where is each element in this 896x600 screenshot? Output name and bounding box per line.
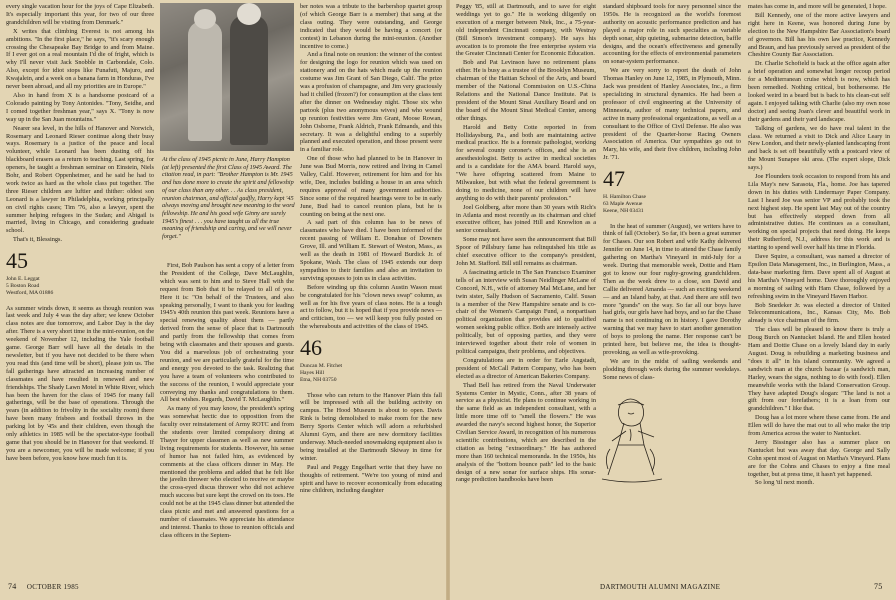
address-line: Keene, NH 03431 [603,207,644,214]
sailor-sketch-illustration [590,383,670,488]
paragraph: Bob and Pat Levinson have no retirement plans either. He is busy as a trustee of the Brooklyn Museum, chairman of the Haitian School of the Arts, and board member of the National Commission on U.S.-China Relations and the National Dance Institute. Pat is president of the Mount Sinai Auxiliary Board and on the board of the Mount Sinai Medical Center, among other things. [456,59,596,122]
right-column-3 [748,3,890,578]
address-line: 5 Boston Road [6,282,40,289]
class-secretary-address-46 [300,363,442,383]
address-line: 63 Maple Avenue [603,200,643,207]
paragraph: Jerry Bissinger also has a summer place on Nantucket but was away that day. George and Sally Cohn spent most of August on Martha's Vineyard. Plans are for the Cohns and Chases to enjoy a fine meal together, but at press time, it hasn't yet happened. [748,438,890,478]
address-line: John E. Leggat [6,276,40,283]
right-page-magazine-name: DARTMOUTH ALUMNI MAGAZINE [600,583,721,591]
paragraph: One of those who had planned to be in Hanover in June was Bud Morris, now retired and living in Camel Valley, Calif. However, retirement for him and for his wife, Dee, includes building a house in an area which requires approval of many government authorities. Since some of the required hearings were to be in early June, Bud had to cancel reunion plans, but he is counting on being at the next one. [300,155,442,218]
paragraph: In the heat of summer (August), we writers have to think of fall (October). So far, it's been a great summer for Chases. Our son Robert and wife Kathy delivered Jennifer on June 14, in time to attend the Chase family gathering on Martha's Vineyard in mid-July for a week. During that memorable week, Dottie and Ham got to know our four rugby-growing grandchildren. Then as the week drew to a close, son David and Callie delivered Amanda — such an exciting weekend — and an Island baby, at that. And there are still two more "grands" on the way. So far all our boys have had girls, our girls have had boys, and so far the Chase name is not continuing on in history. I gave Dorothy warning that we may have to start another generation of boys to prolong the name. Her response can't be printed here, but believe me, the idea is thought-provoking, as well as wife-provoking. [603,222,741,357]
paragraph: Some may not have seen the announcement that Bill Spoor of Pillsbury fame has relinquished his title as chief executive officer to the company's president, John M. Stafford. Bill still remains as chairman. [456,236,596,267]
paragraph: Harold and Betty Cotte reported in from Hollidaysburg, Pa., and both are maintaining active medical practice. He is a forensic pathologist, working for several county coroner's offices, and she is an anesthesiologist. Betty is active in medical societies and is a candidate for the AMA board. Harold says, "We have offspring scattered from Maine to Milwaukee, but with what the federal government is doing to medicine, none of our children will have anything to do with their parents' profession." [456,123,596,202]
address-line: Hayes Hill [300,369,325,376]
class-number-47: 47 [603,166,625,192]
left-page-footer [8,582,79,591]
right-column-2 [603,3,741,578]
right-page-footer-label [600,582,720,591]
paragraph: That's it, Blessings. [13,236,63,244]
paragraph: Joe Flounders took occasion to respond from his and Lila May's new Sarasota, Fla., home. Joe has tapered down in his duties with Lindermayr Paper Company. Last I heard Joe was senior VP and probably took the next highest step. He spent last May out of the country but has effectively stepped down from all administrative duties. He continues as a consultant, working on special projects that need doing. He keeps their Rutherford, N.J., address for this work and is starting to spend well over half his time in Florida. [748,173,890,252]
address-line: Etna, NH 03750 [300,376,337,383]
paragraph: Doug has a lot more where these came from. He and Ellen will do have the mat out to all who make the trip from America across the water to Nantucket. [748,414,890,438]
right-page-number: 75 [874,582,883,591]
paragraph: Dr. Charlie Schofield is back at the office again after a brief operation and somewhat longer recoup period for a Mediterranean cruise which is now, which has been remedied. Nothing critical, but bothersome. He looked weird in a beard but is back to his clean-cut self again. I enjoyed talking with Charlie (also my own nose doctor) and seeing Joan's clever and beautiful work in their gardens and their yard landscape. [748,60,890,123]
address-line: Westford, MA 01886 [6,289,54,296]
paragraph: Paul and Peggy Engelhart write that they have no thoughts of retirement. "We're too young of mind and spirit and have to recover economically from educating nine children, including daughter [300,463,442,495]
right-page-number-wrap [874,582,883,591]
photo-caption: At the class of 1945 picnic in June, Harry Hampton (at left) presented the first Class of 1945 Award. The citation read, in part: "Brother Hampton is Mr. 1945 and has done more to create the spirit and fellowship of our class than any other. . . As class president, reunion chairman, and official gadfly, Harry kept '45 always moving and brought new meaning to the word fellowship. He and his good wife Ginny are surely 1945's finest . . . you have taught us all the true meaning of friendship and caring, and we will never forget." [162,156,295,241]
paragraph: ber notes was a tribute to the barbershop quartet group (of which George Barr is a member) that sang at the class outing. They were outstanding, and George indicated that they would be having a concert (or contest) in Lebanon during the mini-reunion. (Another incentive to come.) [300,3,442,50]
paragraph: standard shipboard tools for navy personnel since the 1950s. He is recognized as the world's foremost authority on acoustic performance prediction and has played a major role in such specialties as variable depth sonar, ship quieting, submarine detection, baffle designs, and the ocean's effectiveness and generally accounting for the effects of environmental parameters on sonar-system performance. [603,3,741,66]
paragraph: A fascinating article in The San Francisco Examiner tells of an interview with Susan Neidlinger McLane of Concord, N.H., wife of attorney Mal McLane, and her twin sister, Sally Hudson of Sacramento, Calif. Susan is a member of the New Hampshire senate and is co-chair of the Women's Campaign Fund, a nonpartisan political organization that provides aid to qualified women seeking public office. Both are intensely active politically, but of opposing parties, and they were interviewed together about their role of women in political campaigns, their problems, and objectives. [456,268,596,355]
paragraph: We are very sorry to report the death of John Thomas Hanley on June 12, 1985, in Plymouth, Minn. Jack was president of Hanley Associates, Inc., a firm specializing in structural dynamics. He had been a professor of civil engineering at the University of Minnesota, author of many technical papers, and active in many professional organizations, as well as a consultant to the Office of Civil Defense. He also was president of the Quarter-horse Racing Owners Association of America. Our sympathies go out to Mary, his wife, and their five children, including John Jr. '71. [603,67,741,162]
page-gutter [446,0,450,600]
paragraph: mates has come in, and more will be generated, I hope. [748,3,887,10]
paragraph: First, Bob Paulson has sent a copy of a letter from the President of the College, Dave McLaughlin, which was sent to him and to Steve Hall with the request from Bob that it be relayed to all of you. Here it is: "On behalf of the Trustees, and also speaking personally, I want to thank you for leading 1945's 40th reunion this past week. Reunions have a special renewing quality about them — partly derived from the sense of place that is Dartmouth and partly from the fellowship that comes from being with classmates and their spouses and guests. You did a marvelous job of orchestrating your reunion, and we are particularly grateful for the time and energy you devoted to the task. Realizing that you have a team of volunteers who contributed to the success of the reunion, I would appreciate your conveying my thanks and congratulations to them. All best wishes. Regards, David T. McLaughlin." [160,262,294,404]
paragraph: Joel Goldberg, after more than 30 years with Rich's in Atlanta and most recently as its chairman and chief executive officer, has joined Hill and Knowlton as a senior consultant. [456,203,596,235]
paragraph: Talking of gardens, we do have real talent in the class. We returned a visit to Dick and Alice Leary in New London, and their newly-planted landscaping front and back is set off beautifully with a postcard view of the Mount Sunapee ski area. (The expert slope, Dick says.) [748,124,890,172]
class-number-45: 45 [6,248,28,274]
left-page-issue: OCTOBER 1985 [26,583,79,591]
paragraph: Nearer sea level, in the hills of Hanover and Norwich, Rosemary and Leonard Rieser continue along their busy ways. Rosemary is a justice of the peace and local volunteer, while Leonard has been dusting off his blackboard erasers as a return to teaching. Last spring, for openers, he taught a freshman seminar on Einstein, Niels Bohr, and Robert Oppenheimer, and he said he had to work twice as hard as the whole class put together. The three Rieser children are luftier and thither: oldest son Leonard is a lawyer in Philadelphia, working principally on civil rights cases; Tim '76, also a lawyer, spent the summer helping refugees in the Sudan; and Abigail is married, living in Chicago, and considering graduate school. [6,124,154,235]
paragraph: Also in hand from X is a handsome postcard of a Colorado painting by Tony Antonides. "Tony, Seidhe, and I comed together freshman year," says X. "Tony is now way up in the San Juan mountains." [6,91,154,123]
paragraph: And a final note on reunion: the winner of the contest for designing the logo for reunion which was used on stationery and on the hats which made up the reunion costume was Jim Grant of San Diego, Calif. The prize was a profusion of champagne, and Jim very graciously had it chilled (frozen?) for consumption at the class tent after the dinner on Wednesday night. Those six who partook (plus two anonymous wives) and who wound up reunion festivities were Jim Grant, Moose Rowan, John Osborne, Frank Aldrich, Frank Edmands, and this secretary. It was a delightful ending to a superbly planned and executed operation, and those present were in a familiar role. [300,51,442,154]
paragraph: The class will be pleased to know there is truly a Doug Burch on Nantucket Island. He and Ellen hosted Ham and Dottie Chase on a lovely Island day in early August. Doug is rebuilding a marketing business and "does it all" in his island community. We agreed a sandwich man at the church bazaar (a sandwich man, Harley, wears the signs, nothing to do with food). Ellen meanwhile works with the Island Conservation Group. They have adapted Doug's slogan: "The land is not a gift from our forefathers; it is a loan from our grandchildren." I like that. [748,326,890,413]
paragraph: X writes that climbing Everest is not among his ambitions. "In the first place," he says, "it's scary enough crossing the Chesapeake Bay Bridge to and from Maine. If I ever got on a real mountain I'd die of fright, which is why I'll never visit Jack Snobble in Carbondale, Colo. Also, except for idiot stops like Funafuti, Majuro, and Kwajalein, and a week on a banana farm in Honduras, I've never been abroad, and all my priorities are in Europe." [6,27,154,91]
paragraph: Bill Kennedy, one of the more active lawyers and right here in Keene, was honored during June by election to the New Hampshire Bar Association's board of governors. Bill has his own law practice, Kennedy and Braun, and has previously served as president of the Cheshire County Bar Association. [748,11,890,59]
paragraph: Dave Squire, a consultant, was named a director of Epsilon Data Management, Inc., in Burlington, Mass., a data-base marketing firm. Dave spent all of August at his Martha's Vineyard home. Dave thoroughly enjoyed a morning of sailing with Ham Chase, followed by a refreshing swim in the Vineyard Haven Harbor. [748,253,890,300]
paragraph: Congratulations are in order for Earle Angstadt, president of McCall Pattern Company, who has been elected as a director of American Bakeries Company. [456,356,596,380]
paragraph: Peggy '85, still at Dartmouth, and to save for eight weddings yet to go." He is working diligently on execution of a merger between Ntek, Inc., a 75-year-old independent Cincinnati company, with Westray (Bill Simon's investment company). He says his avocation is to promote the free enterprise system via the Greater Cincinnati Center for Economic Education. [456,3,596,58]
class-secretary-address-45 [6,276,154,296]
left-column-3 [300,3,442,578]
paragraph: So long 'til next month. [755,479,815,487]
paragraph: Thad Bell has retired from the Naval Underwater Systems Center in Mystic, Conn., after 38 years of service as a physicist. He plans to continue working in the same field as an independent consultant, with a little more time off to "smell the flowers." He was awarded the navy's second highest honor, the Superior Civilian Service Award, in recognition of his numerous scientific contributions, which are described in the citation as being "extraordinary." He has authored more than 160 technical memoranda. In the 1950s, his analysis of the "bottom bounce path" led to the basic design of a new sonar for surface ships. His sonar-range prediction handbooks have been [456,381,596,484]
address-line: H. Hamilton Chase [603,194,647,201]
paragraph: We are in the midst of sailing weekends and plodding through work during the summer weekdays. Some news of class- [603,357,741,381]
paragraph: Before winding up this column Austin Wason must be congratulated for his "clown news swap" column, as well as for his five years of class notes. He is a tough act to follow, but it is hoped that if you provide news — and criticism, too — we will keep you fully posted on the whereabouts and activities of the class of 1945. [300,283,442,331]
left-column-1 [6,3,154,578]
paragraph: A sad part of this column has to be news of classmates who have died. I have been informed of the recent passing of William E. Donahue of Downers Grove, Ill. and William E. Stewart of Weston, Mass., as well as the death in 1981 of Howard Burdick Jr. of Spokane, Wash. The class of 1945 extends our deep sympathies to their families and also an invitation to surviving spouses to join us in class activities. [300,219,442,282]
paragraph: every single vacation hour for the joys of Cape Elizabeth. It's especially important this year, for two of our three grandchildren will be visiting from Denmark." [6,3,154,26]
reunion-photo [160,3,294,151]
right-column-1 [456,3,596,578]
paragraph: As summer winds down, it seems as though reunion was last week and July 4 was the day after; we knew October class notes are due tomorrow, and Labor Day is the day after. There is a very short time in the mini-reunion, on the weekend of November 12, including the Yale football game. George Barr will have all the details in the newsletter, but if you have not decided to be there when you read this (and time will be short), please join us. The fall gatherings have attracted an increasing number of classmates and have resulted in renewed and new friendships. The Shady Lawn Motel in White River, which has been the haven for the class of 1945 for many fall gatherings, will be the base of operations. Through the years (in addition to frivolity in the sociality room) there have been many frisbees and football throws in the parking lot by '45s and their children, even though the only athletics in 1985 will be the spectator-type football game that you should be in Hanover for that weekend. If you are a newcomer, you will be made welcome; if you have been before, you know how much fun it is. [6,304,154,462]
left-column-2 [160,262,294,578]
left-page-number: 74 [8,582,17,591]
paragraph: Bob Snedeker Jr. was elected a director of United Telecommunications, Inc., Kansas City, Mo. Bob already is vice chairman of the firm. [748,301,890,325]
address-line: Duncan M. Fitchet [300,363,343,370]
paragraph: As many of you may know, the president's spring was somewhat hectic due to opposition from the faculty over reinstatement of Army ROTC and from the students over limited compulsory dining at Thayer for upper classmen as well as new summer living requirements for students. However, his sense of humor has not failed him, as evidenced by comments at the class officers dinner in May. He mentioned the problems and added that he felt like the javelin thrower who elected to receive or maybe the cross-eyed discus thrower who did not achieve much success but sure kept the crowd on its toes. He could not be at the 1945 class dinner but attended the class picnic and met and answered questions for a number of classmates. We appreciate his attendance and interest. Thanks to those to reunion officials and class officers in the Septem- [160,405,294,539]
class-secretary-address-47 [603,194,741,214]
class-number-46: 46 [300,335,322,361]
paragraph: Those who can return to the Hanover Plain this fall will be impressed with all the building activity on campus. The Hood Museum is about to open. Davis Rink is being demolished to make room for the new Berry Sports Center which will adorn a refurbished Alumni Gym, and there are new dormitory facilities underway. Much-needed snowmaking equipment also is being installed at the Dartmouth Skiway in time for winter. [300,391,442,462]
